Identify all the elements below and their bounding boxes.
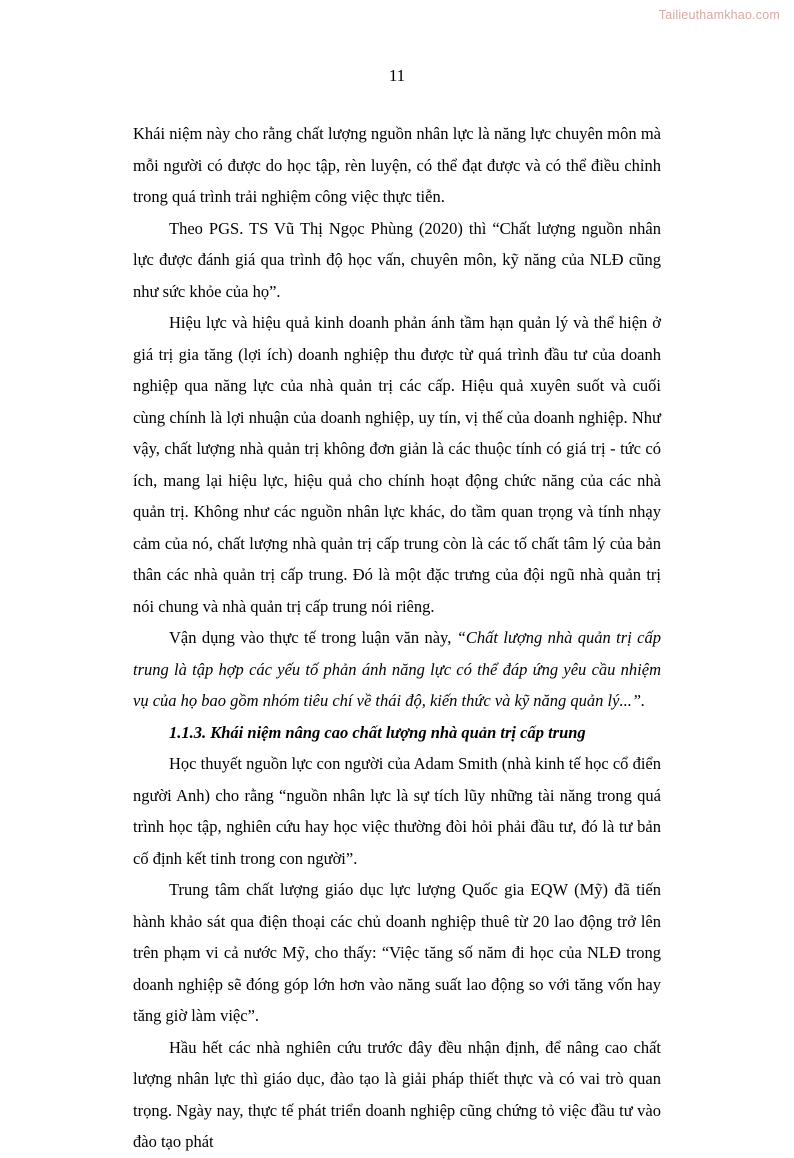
section-heading-1-1-3: 1.1.3. Khái niệm nâng cao chất lượng nhà quản trị cấp trung: [169, 722, 586, 742]
paragraph-3: Hiệu lực và hiệu quả kinh doanh phản ánh tầm hạn quản lý và thể hiện ở giá trị gia tăng (lợi ích) doanh nghiệp thu được từ quá trình đầu tư của doanh nghiệp qua năng lực của nhà quản trị các cấp. Hiệu quả xuyên suốt và cuối cùng chính là lợi nhuận của doanh nghiệp, uy tín, vị thế của doanh nghiệp. Như vậy, chất lượng nhà quản trị không đơn giản là các thuộc tính có giá trị - tức có ích, mang lại hiệu lực, hiệu quả cho chính hoạt động chức năng của các nhà quản trị. Không như các nguồn nhân lực khác, do tầm quan trọng và tính nhạy cảm của nó, chất lượng nhà quản trị cấp trung còn là các tố chất tâm lý của bản thân các nhà quản trị cấp trung. Đó là một đặc trưng của đội ngũ nhà quản trị nói chung và nhà quản trị cấp trung nói riêng.: [133, 313, 661, 616]
paragraph-4: [133, 622, 661, 717]
paragraph-6: Trung tâm chất lượng giáo dục lực lượng Quốc gia EQW (Mỹ) đã tiến hành khảo sát qua điện thoại các chủ doanh nghiệp thuê từ 20 lao động trở lên trên phạm vi cả nước Mỹ, cho thấy: “Việc tăng số năm đi học của NLĐ trong doanh nghiệp sẽ đóng góp lớn hơn vào năng suất lao động so với tăng vốn hay tăng giờ làm việc”.: [133, 880, 661, 1025]
document-body: [133, 118, 661, 1158]
paragraph-2: Theo PGS. TS Vũ Thị Ngọc Phùng (2020) thì “Chất lượng nguồn nhân lực được đánh giá qua trình độ học vấn, chuyên môn, kỹ năng của NLĐ cũng như sức khỏe của họ”.: [133, 218, 661, 301]
paragraph-1: Khái niệm này cho rằng chất lượng nguồn nhân lực là năng lực chuyên môn mà mỗi người có được do học tập, rèn luyện, có thể đạt được và có thể điều chỉnh trong quá trình trải nghiệm công việc thực tiễn.: [133, 124, 661, 206]
paragraph-5: Học thuyết nguồn lực con người của Adam Smith (nhà kinh tế học cổ điển người Anh) cho rằng “nguồn nhân lực là sự tích lũy những tài năng trong quá trình học tập, nghiên cứu hay học việc thường đòi hỏi phải đầu tư, đó là tư bản cố định kết tinh trong con người”.: [133, 754, 661, 868]
paragraph-4-lead: Vận dụng vào thực tế trong luận văn này,: [169, 628, 457, 647]
paragraph-4-quote: “Chất lượng nhà quản trị cấp trung là tập hợp các yếu tố phản ánh năng lực có thể đáp ứng yêu cầu nhiệm vụ của họ bao gồm nhóm tiêu chí về thái độ, kiến thức và kỹ năng quản lý...”.: [133, 628, 661, 710]
paragraph-7: Hầu hết các nhà nghiên cứu trước đây đều nhận định, để nâng cao chất lượng nhân lực thì giáo dục, đào tạo là giải pháp thiết thực và có vai trò quan trọng. Ngày nay, thực tế phát triển doanh nghiệp cũng chứng tỏ việc đầu tư vào đào tạo phát: [133, 1037, 661, 1151]
page-number: 11: [388, 66, 406, 85]
watermark-text: Tailieuthamkhao.com: [658, 8, 780, 22]
